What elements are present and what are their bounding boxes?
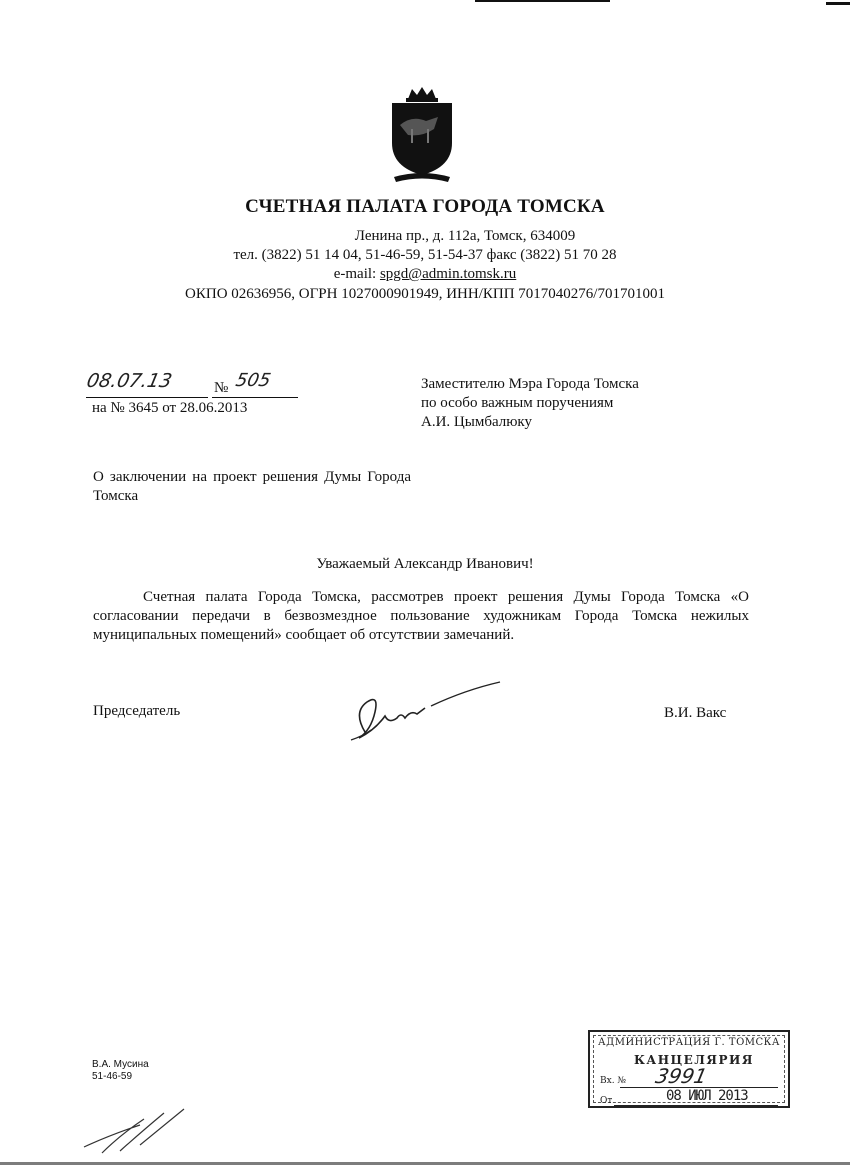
scan-artifact <box>0 1162 850 1165</box>
greeting: Уважаемый Александр Иванович! <box>316 556 534 572</box>
addressee-line: Заместителю Мэра Города Томска <box>421 376 639 392</box>
date-underline <box>86 397 208 398</box>
scan-artifact <box>475 0 610 2</box>
signatory-name: В.И. Вакс <box>664 705 727 721</box>
email-link[interactable]: spgd@admin.tomsk.ru <box>379 266 517 282</box>
number-underline <box>212 397 298 398</box>
addressee-block <box>421 375 639 432</box>
stamp-date-label: От <box>600 1096 613 1106</box>
outgoing-number: 505 <box>233 370 273 391</box>
email-label: e-mail: <box>333 266 380 282</box>
executor-phone: 51-46-59 <box>92 1071 133 1082</box>
registry-stamp <box>588 1030 790 1108</box>
reply-reference: на № 3645 от 28.06.2013 <box>92 400 248 416</box>
organization-email <box>0 266 850 283</box>
coat-of-arms-icon <box>382 85 462 185</box>
letter-body: Счетная палата Города Томска, рассмотрев проект решения Думы Города Томска «О согласовании передачи в безвозмездное пользование художникам Города Томска нежилых муниципальных помещений» сообщает об отсутствии замечаний. <box>93 589 749 643</box>
stamp-department: КАНЦЕЛЯРИЯ <box>634 1053 754 1067</box>
stamp-organization: АДМИНИСТРАЦИЯ Г. ТОМСКА <box>598 1037 780 1048</box>
stamp-rule <box>614 1105 778 1106</box>
organization-codes: ОКПО 02636956, ОГРН 1027000901949, ИНН/КПП 7017040276/701701001 <box>185 286 665 302</box>
letter-subject: О заключении на проект решения Думы Города Томска <box>93 469 411 504</box>
stamp-incoming-label: Вх. № <box>600 1076 626 1086</box>
stamp-incoming-number: 3991 <box>653 1064 710 1088</box>
organization-address: Ленина пр., д. 112а, Томск, 634009 <box>354 228 576 244</box>
handwritten-signature <box>345 672 510 747</box>
scan-artifact <box>826 2 850 5</box>
stamp-date: 08 ИЮЛ 2013 <box>666 1088 748 1104</box>
executor-info <box>92 1059 149 1083</box>
addressee-line: по особо важным поручениям <box>421 395 614 411</box>
signatory-role: Председатель <box>93 703 181 719</box>
organization-phones: тел. (3822) 51 14 04, 51-46-59, 51-54-37 факс (3822) 51 70 28 <box>233 247 617 263</box>
outgoing-date: 08.07.13 <box>84 370 174 392</box>
executor-initials-mark <box>80 1105 190 1160</box>
addressee-line: А.И. Цымбалюку <box>421 414 533 430</box>
executor-name: В.А. Мусина <box>92 1059 149 1070</box>
organization-title: СЧЕТНАЯ ПАЛАТА ГОРОДА ТОМСКА <box>245 196 605 217</box>
outgoing-number-label: № <box>214 380 229 396</box>
